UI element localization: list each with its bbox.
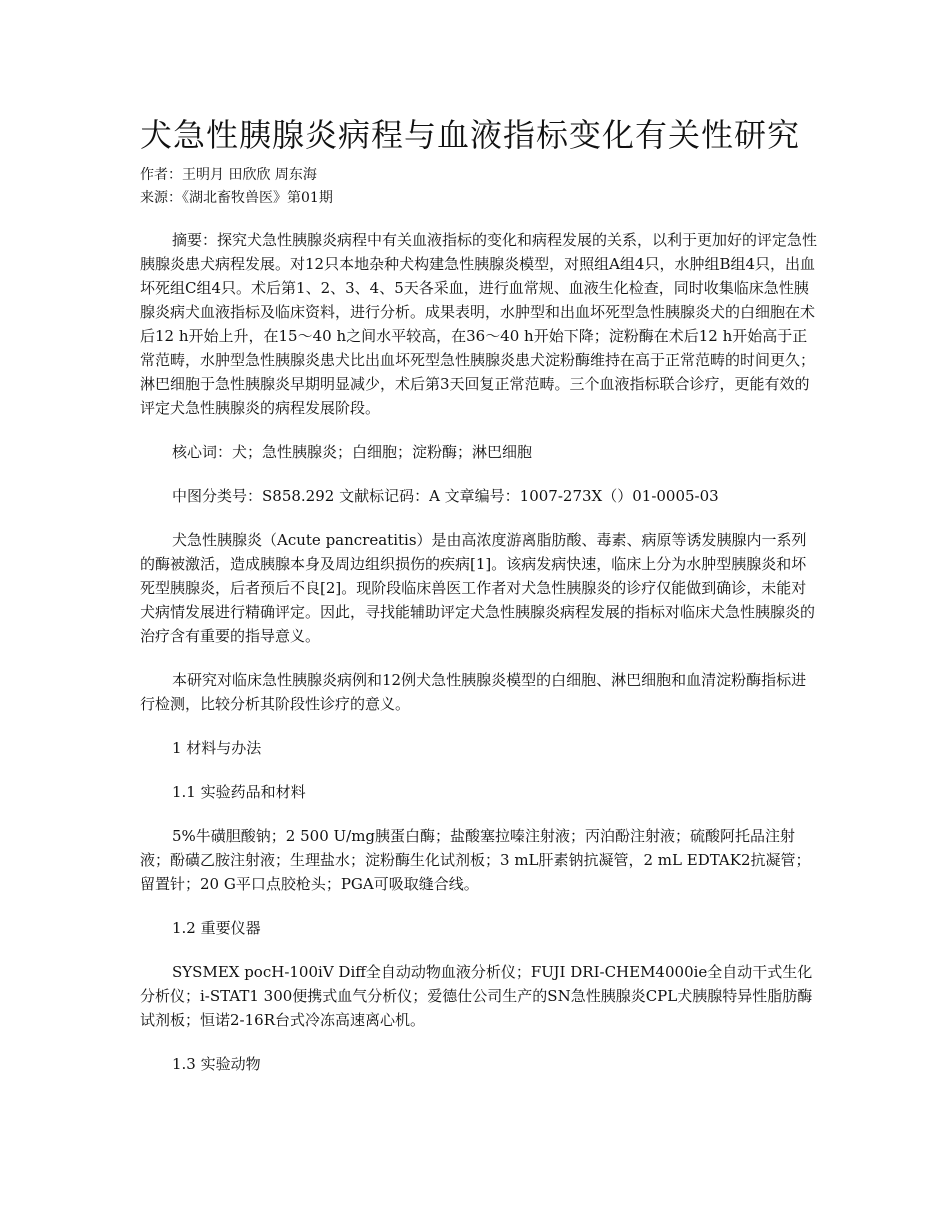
source-line: 来源：《湖北畜牧兽医》第01期 <box>140 190 333 206</box>
document-page <box>140 110 820 1076</box>
section-heading-animals: 1.3 实验动物 <box>172 1055 261 1073</box>
document-title: 犬急性胰腺炎病程与血液指标变化有关性研究 <box>140 116 801 154</box>
keywords-paragraph: 核心词：犬；急性胰腺炎；白细胞；淀粉酶；淋巴细胞 <box>172 443 533 461</box>
abstract-paragraph: 摘要：探究犬急性胰腺炎病程中有关血液指标的变化和病程发展的关系，以利于更加好的评定急性胰腺炎患犬病程发展。对12只本地杂种犬构建急性胰腺炎模型，对照组A组4只，水肿组B组4只，出血坏死组C组4只。术后第1、2、3、4、5天各采血，进行血常规、血液生化检查，同时收集临床急性胰腺炎病犬血液指标及临床资料，进行分析。成果表明，水肿型和出血坏死型急性胰腺炎犬的白细胞在术后12 h开始上升，在15～40 h之间水平较高，在36～40 h开始下降；淀粉酶在术后12 h开始高于正常范畴，水肿型急性胰腺炎患犬比出血坏死型急性胰腺炎患犬淀粉酶维持在高于正常范畴的时间更久；淋巴细胞于急性胰腺炎早期明显减少，术后第3天回复正常范畴。三个血液指标联合诊疗，更能有效的评定犬急性胰腺炎的病程发展阶段。 <box>140 231 818 417</box>
section-heading-instruments: 1.2 重要仪器 <box>172 919 261 937</box>
instruments-paragraph: SYSMEX pocH-100iV Diff全自动动物血液分析仪；FUJI DRI-CHEM4000ie全自动干式生化分析仪；i-STAT1 300便携式血气分析仪；爱德仕公司生产的SN急性胰腺炎CPL犬胰腺特异性脂肪酶试剂板；恒诺2-16R台式冷冻高速离心机。 <box>140 963 813 1029</box>
study-purpose-paragraph: 本研究对临床急性胰腺炎病例和12例犬急性胰腺炎模型的白细胞、淋巴细胞和血清淀粉酶指标进行检测，比较分析其阶段性诊疗的意义。 <box>140 671 807 713</box>
section-heading-materials-methods: 1 材料与办法 <box>172 739 262 757</box>
author-line: 作者：王明月 田欣欣 周东海 <box>140 167 317 183</box>
spacer <box>140 210 820 228</box>
document-body <box>140 228 820 1076</box>
reagents-paragraph: 5%牛磺胆酸钠；2 500 U/mg胰蛋白酶；盐酸塞拉嗪注射液；丙泊酚注射液；硫酸阿托品注射液；酚磺乙胺注射液；生理盐水；淀粉酶生化试剂板；3 mL肝素钠抗凝管，2 mL EDTAK2抗凝管；留置针；20 G平口点胶枪头；PGA可吸取缝合线。 <box>140 827 811 893</box>
section-heading-reagents: 1.1 实验药品和材料 <box>172 783 306 801</box>
classification-paragraph: 中图分类号：S858.292 文献标记码：A 文章编号：1007-273X（）01-0005-03 <box>172 487 719 505</box>
intro-paragraph: 犬急性胰腺炎（Acute pancreatitis）是由高浓度游离脂肪酸、毒素、病原等诱发胰腺内一系列的酶被激活，造成胰腺本身及周边组织损伤的疾病[1]。该病发病快速，临床上分为水肿型胰腺炎和坏死型胰腺炎，后者预后不良[2]。现阶段临床兽医工作者对犬急性胰腺炎的诊疗仅能做到确诊，未能对犬病情发展进行精确评定。因此，寻找能辅助评定犬急性胰腺炎病程发展的指标对临床犬急性胰腺炎的治疗含有重要的指导意义。 <box>140 531 816 645</box>
